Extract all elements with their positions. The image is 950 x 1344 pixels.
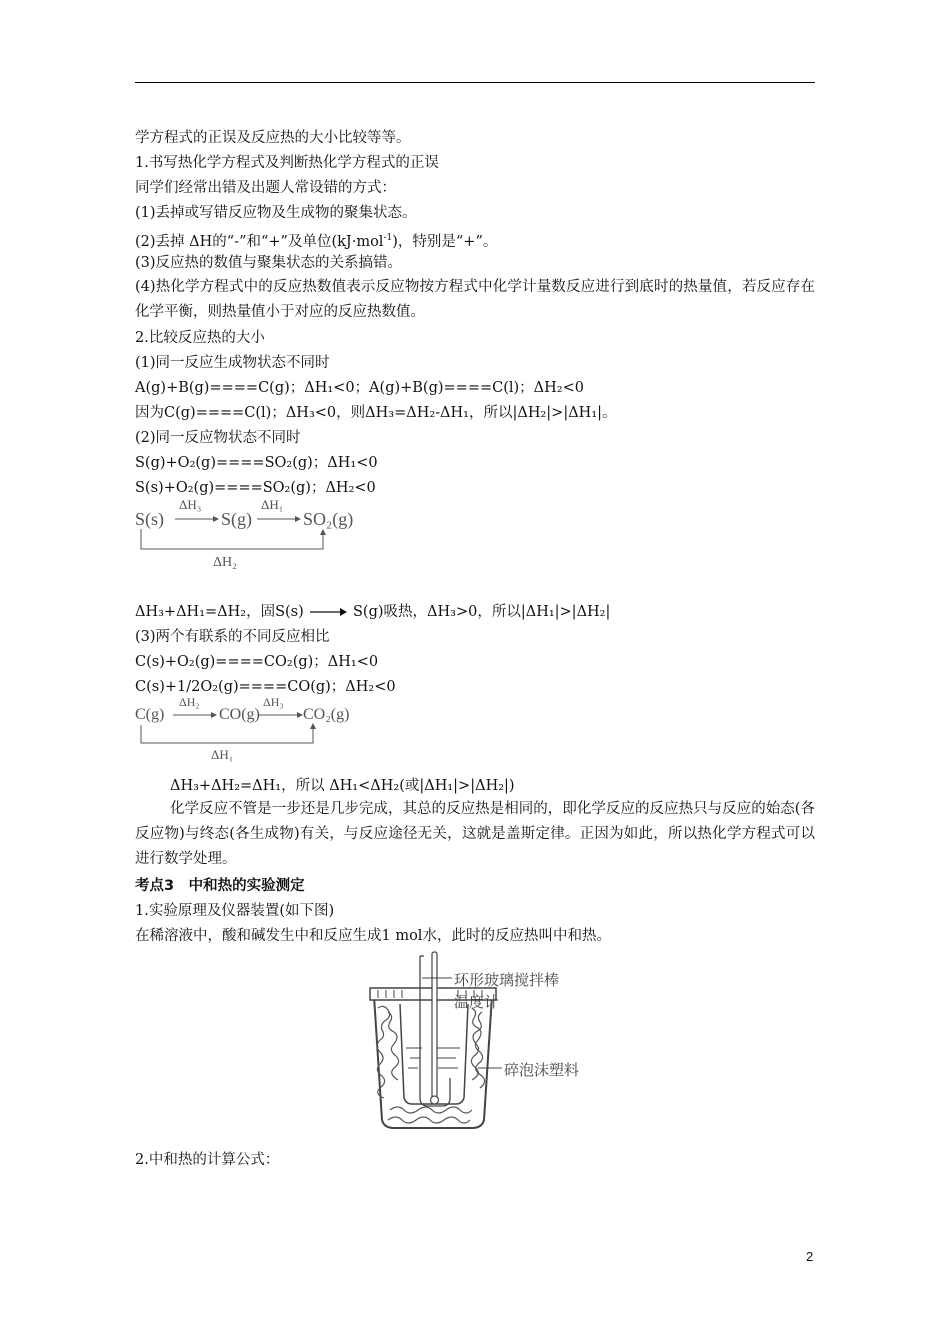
equation-line: S(s)+O₂(g)====SO₂(g)；ΔH₂<0 bbox=[135, 480, 376, 496]
text-line: (3)反应热的数值与聚集状态的关系搞错。 bbox=[135, 255, 403, 271]
text-segment: )，特别是“+”。 bbox=[392, 233, 498, 250]
header-rule bbox=[135, 82, 815, 83]
text-line: 在稀溶液中，酸和碱发生中和反应生成1 mol水，此时的反应热叫中和热。 bbox=[135, 928, 611, 944]
text-segment: (2)丢掉 ΔH的“-”和“+”及单位(kJ·mol bbox=[135, 233, 384, 250]
node-label: S(s) bbox=[135, 509, 165, 529]
bottom-label: ΔH₂ bbox=[213, 555, 237, 570]
text-segment: S(g)吸热，ΔH₃>0，所以|ΔH₁|>|ΔH₂| bbox=[353, 604, 611, 620]
text-line bbox=[135, 228, 497, 252]
arrow-label: ΔH₁ bbox=[261, 497, 284, 512]
paragraph: 化学反应不管是一步还是几步完成，其总的反应热是相同的，即化学反应的反应热只与反应的始态(各反应物)与终态(各生成物)有关，与反应途径无关，这就是盖斯定律。正因为如此，所以热化学方程式可以进行数学处理。 bbox=[135, 801, 815, 867]
node-label: CO(g) bbox=[219, 706, 260, 723]
equation-line: C(s)+O₂(g)====CO₂(g)；ΔH₁<0 bbox=[135, 654, 379, 670]
node-label: CO₂(g) bbox=[303, 706, 350, 723]
node-label: S(g) bbox=[221, 509, 252, 529]
text-line: 1.实验原理及仪器装置(如下图) bbox=[135, 903, 335, 919]
text-segment: ΔH₃+ΔH₁=ΔH₂，固S(s) bbox=[135, 604, 304, 620]
node-label: SO₂(g) bbox=[303, 509, 354, 529]
label-thermometer: 温度计 bbox=[454, 993, 500, 1011]
text-line: (1)同一反应生成物状态不同时 bbox=[135, 355, 330, 371]
text-line: 同学们经常出错及出题人常设错的方式： bbox=[135, 180, 396, 196]
equation-line bbox=[135, 602, 610, 622]
text-line: (3)两个有联系的不同反应相比 bbox=[135, 629, 330, 645]
bottom-label: ΔH₁ bbox=[211, 747, 234, 762]
equation-line: C(s)+1/2O₂(g)====CO(g)；ΔH₂<0 bbox=[135, 679, 396, 695]
equation-line: S(g)+O₂(g)====SO₂(g)；ΔH₁<0 bbox=[135, 455, 378, 471]
calorimeter-figure bbox=[360, 948, 610, 1133]
text-line: 学方程式的正误及反应热的大小比较等等。 bbox=[135, 130, 411, 146]
arrow-label: ΔH₃ bbox=[179, 497, 202, 512]
equation-line: A(g)+B(g)====C(g)；ΔH₁<0；A(g)+B(g)====C(l)；ΔH₂<0 bbox=[135, 380, 584, 396]
label-stirrer: 环形玻璃搅拌棒 bbox=[454, 971, 560, 989]
text-line: 1.书写热化学方程式及判断热化学方程式的正误 bbox=[135, 155, 439, 171]
text-line: 2.比较反应热的大小 bbox=[135, 330, 265, 346]
arrow-label: ΔH₂ bbox=[179, 695, 200, 709]
page-number: 2 bbox=[806, 1249, 814, 1264]
text-line: (2)同一反应物状态不同时 bbox=[135, 430, 301, 446]
text-line: 2.中和热的计算公式： bbox=[135, 1152, 280, 1168]
equation-line: ΔH₃+ΔH₂=ΔH₁，所以 ΔH₁<ΔH₂(或|ΔH₁|>|ΔH₂|) bbox=[170, 778, 515, 794]
superscript: -1 bbox=[383, 233, 393, 243]
paragraph: (4)热化学方程式中的反应热数值表示反应物按方程式中化学计量数反应进行到底时的热量值，若反应存在化学平衡，则热量值小于对应的反应热数值。 bbox=[135, 279, 815, 320]
text-line: (1)丢掉或写错反应物及生成物的聚集状态。 bbox=[135, 205, 417, 221]
arrow-label: ΔH₃ bbox=[263, 695, 284, 709]
right-arrow-icon bbox=[308, 606, 348, 618]
section-heading: 考点3 中和热的实验测定 bbox=[135, 878, 305, 894]
equation-line: 因为C(g)====C(l)；ΔH₃<0，则ΔH₃=ΔH₂-ΔH₁，所以|ΔH₂|>|ΔH₁|。 bbox=[135, 405, 617, 421]
sulfur-path-diagram bbox=[135, 497, 395, 577]
carbon-path-diagram bbox=[135, 695, 395, 765]
label-foam: 碎泡沫塑料 bbox=[504, 1061, 580, 1079]
node-label: C(g) bbox=[135, 706, 165, 723]
